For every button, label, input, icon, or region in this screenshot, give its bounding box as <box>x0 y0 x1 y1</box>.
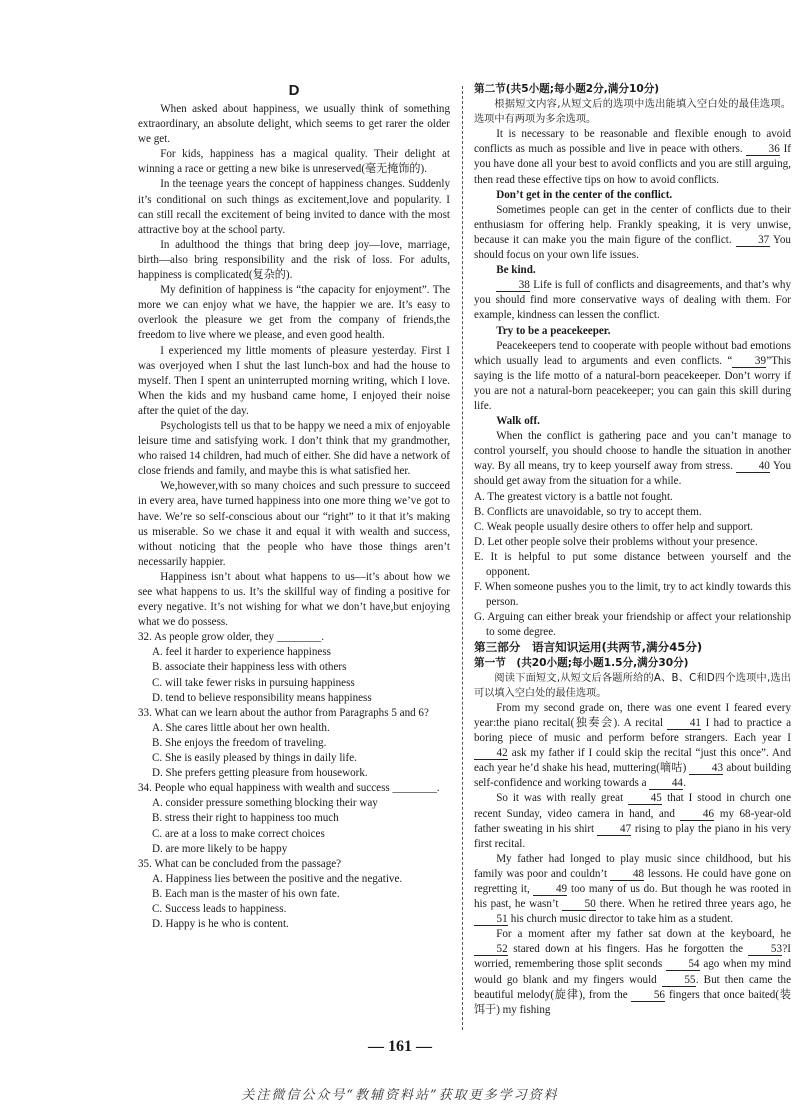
answer-option[interactable]: C. Success leads to happiness. <box>152 902 287 915</box>
cloze-text: . <box>683 777 687 790</box>
cloze-text: From my second grade on, there was one event I feared every year:the piano recital(独奏会). A recital <box>474 701 791 729</box>
blank-55[interactable]: 55 <box>662 974 696 987</box>
section1-heading: 第一节 (共20小题;每小题1.5分,满分30分) <box>474 656 689 669</box>
cloze-text: there. When he retired three years ago, he <box>596 898 791 911</box>
cloze-text: My father had longed to play music since childhood, but his family was poor and couldn’t <box>474 852 791 880</box>
passage-paragraph: In the teenage years the concept of happiness changes. Suddenly it’s conditional on such things as excitement,love and popularity. I can still recall the excitement of being invited to dance with the most attractive boy at the school party. <box>138 178 450 236</box>
blank-47[interactable]: 47 <box>597 823 631 836</box>
answer-option[interactable]: B. associate their happiness less with others <box>152 661 347 674</box>
cloze-text: stared down at his fingers. Has he forgotten the <box>508 943 749 956</box>
cloze-text: ago when my mind would go blank and my fingers would <box>474 958 792 986</box>
section2-option[interactable]: G. Arguing can either break your friendship or affect your relationship to some degree. <box>474 611 791 639</box>
section2-instructions: 根据短文内容,从短文后的选项中选出能填入空白处的最佳选项。选项中有两项为多余选项。 <box>474 99 791 126</box>
answer-option[interactable]: B. stress their right to happiness too much <box>152 812 339 825</box>
cloze-text: rising to play the piano in his very first recital. <box>474 822 791 850</box>
section2-option[interactable]: D. Let other people solve their problems without your presence. <box>474 535 758 548</box>
section2-heading: 第二节(共5小题;每小题2分,满分10分) <box>474 83 660 95</box>
section1-instructions: 阅读下面短文,从短文后各题所给的A、B、C和D四个选项中,选出可以填入空白处的最佳选项。 <box>474 672 791 699</box>
section2-option[interactable]: A. The greatest victory is a battle not fought. <box>474 490 673 503</box>
cloze-text: too many of us do. But though he was rooted in his past, he wasn’t <box>474 882 792 911</box>
cloze-text: my 68-year-old father sweating in his shirt <box>474 807 791 835</box>
question-stem: 34. People who equal happiness with wealth and success ________. <box>138 782 440 795</box>
blank-40[interactable]: 40 <box>736 460 770 473</box>
tip-heading-1: Don’t get in the center of the conflict. <box>496 188 673 201</box>
passage-paragraph: When asked about happiness, we usually think of something extraordinary, an absolute delight, which seems to get rarer the older we get. <box>138 103 450 146</box>
answer-option[interactable]: C. will take fewer risks in pursuing happiness <box>152 676 355 689</box>
cloze-text: I had to practice a boring piece of music and perform before strangers. Each year I <box>474 716 791 745</box>
tip-paragraph-4: When the conflict is gathering pace and you can’t manage to control yourself, you should choose to handle the situation in another way. By all means, try to keep yourself away from stress. 40 You should get away from the situation for a while. <box>474 430 791 488</box>
footer-note: 关注微信公众号“教辅资料站”获取更多学习资料 <box>241 1088 559 1103</box>
passage-paragraph: We,however,with so many choices and such pressure to succeed in every area, have turned happiness into one more thing we’ve got to have. We’re so self-conscious about our “right” to it that it’s making us miserable. So we chase it and equal it with wealth and success, without noticing that the people who have those things aren’t necessarily happier. <box>138 480 450 568</box>
cloze-text: his church music director to take him as a student. <box>508 913 734 926</box>
cloze-text: ask my father if I could skip the recital “just this once”. And each year he’d shake his head, muttering(嘀咕) <box>474 747 791 775</box>
blank-43[interactable]: 43 <box>689 762 723 775</box>
blank-41[interactable]: 41 <box>667 717 701 730</box>
passage-d-text <box>138 102 450 630</box>
tip-heading-4: Walk off. <box>496 415 540 428</box>
blank-36[interactable]: 36 <box>746 143 780 156</box>
answer-option[interactable]: A. consider pressure something blocking their way <box>152 797 378 810</box>
section2-option[interactable]: C. Weak people usually desire others to offer help and support. <box>474 520 754 533</box>
passage-paragraph: Happiness isn’t about what happens to us—it’s about how we see what happens to us. It’s the skillful way of finding a positive for every negative. It’s not wishing for what we don’t have,but enjoying what we do possess. <box>138 570 450 629</box>
cloze-paragraph <box>474 701 791 792</box>
question-stem: 35. What can be concluded from the passage? <box>138 857 342 870</box>
column-divider <box>462 86 463 1030</box>
part3-heading: 第三部分 语言知识运用(共两节,满分45分) <box>474 640 703 655</box>
passage-paragraph: For kids, happiness has a magical quality. Their delight at winning a race or getting a new bike is unreserved(毫无掩饰的). <box>138 148 450 176</box>
cloze-text: For a moment after my father sat down at the keyboard, he <box>496 928 791 941</box>
cloze-text: So it was with really great <box>496 792 629 805</box>
right-column <box>474 82 791 1018</box>
tip-paragraph-2: 38 Life is full of conflicts and disagreements, and that’s why you should find more conservative ways of dealing with them. For example, kindness can lessen the conflict. <box>474 279 792 322</box>
cloze-paragraph <box>474 791 791 851</box>
answer-option[interactable]: A. Happiness lies between the positive and the negative. <box>152 872 403 885</box>
blank-56[interactable]: 56 <box>631 989 665 1002</box>
blank-50[interactable]: 50 <box>562 898 596 911</box>
question-stem: 33. What can we learn about the author from Paragraphs 5 and 6? <box>138 706 429 719</box>
blank-49[interactable]: 49 <box>533 883 567 896</box>
question-stem: 32. As people grow older, they ________. <box>138 631 324 644</box>
blank-44[interactable]: 44 <box>649 777 683 790</box>
answer-option[interactable]: A. She cares little about her own health. <box>152 721 330 734</box>
blank-48[interactable]: 48 <box>610 868 644 881</box>
cloze-paragraph <box>474 927 791 1018</box>
cloze-text: about building self-confidence and working towards a <box>474 762 791 790</box>
blank-45[interactable]: 45 <box>628 792 662 805</box>
cloze-text: ?I worried, remembering those split seconds <box>474 943 791 971</box>
passage-paragraph: I experienced my little moments of pleasure yesterday. First I was overjoyed when I shut the last lunch-box and had the house to myself. Then I spent an uninterrupted morning writing, which I love. When the kids and my husband came home, I enjoyed their noise after the quiet of the day. <box>138 344 450 417</box>
blank-51[interactable]: 51 <box>474 913 508 926</box>
cloze-passage <box>474 701 791 1018</box>
blank-46[interactable]: 46 <box>680 808 714 821</box>
tip-paragraph-3: Peacekeepers tend to cooperate with people without bad emotions which usually lead to arguments and even conflicts. “ 39”This saying is the life motto of a natural-born peacekeeper. Don’t worry if you are not a natural-born peacekeeper; you can gain this skill during life. <box>474 339 791 412</box>
answer-option[interactable]: D. are more likely to be happy <box>152 842 288 855</box>
answer-option[interactable]: B. Each man is the master of his own fate. <box>152 887 340 900</box>
answer-option[interactable]: D. tend to believe responsibility means happiness <box>152 691 372 704</box>
passage-paragraph: My definition of happiness is “the capacity for enjoyment”. The more we can enjoy what we have, the happier we are. It’s easy to overlook the pleasure we get from the company of friends,the freedom to live where we please, and even good health. <box>138 284 450 342</box>
cloze-text: that I stood in church one recent Sunday, video camera in hand, and <box>474 792 791 820</box>
cloze-paragraph <box>474 852 791 927</box>
tip-paragraph-1: Sometimes people can get in the center of conflicts due to their enthusiasm for offering help. Frankly speaking, it is very unwise, because it can make you the main figure of the conflict. 37 You should focus on your own life issues. <box>474 203 791 262</box>
tip-heading-3: Try to be a peacekeeper. <box>496 324 611 337</box>
cloze-text: lessons. He could have gone on regretting it, <box>474 867 791 895</box>
section2-option[interactable]: B. Conflicts are unavoidable, so try to accept them. <box>474 505 702 518</box>
question-list <box>138 630 450 932</box>
cloze-text: . But then came the beautiful melody(旋律), from the <box>474 973 792 1001</box>
answer-option[interactable]: C. are at a loss to make correct choices <box>152 827 325 840</box>
blank-39[interactable]: 39 <box>732 355 766 368</box>
passage-paragraph: In adulthood the things that bring deep joy—love, marriage, birth—also bring responsibility and the risk of loss. For adults, happiness is complicated(复杂的). <box>138 238 450 282</box>
cloze-text: fingers that once baited(装饵于) my fishing <box>474 988 791 1016</box>
passage-paragraph: Psychologists tell us that to be happy we need a mix of enjoyable leisure time and satisfying work. I don’t think that my grandmother, who raised 14 children, had much of either. She did have a network of close friends and family, and maybe this is what satisfied her. <box>138 419 450 478</box>
blank-53[interactable]: 53 <box>748 943 782 956</box>
answer-option[interactable]: D. She prefers getting pleasure from housework. <box>152 767 368 780</box>
blank-42[interactable]: 42 <box>474 747 508 760</box>
page-number: — 161 — <box>368 1038 432 1055</box>
intro-paragraph: It is necessary to be reasonable and flexible enough to avoid conflicts as much as possible and live in peace with others. 36 If you have done all your best to avoid conflicts and you are still arguing, then read these effective tips on how to avoid conflicts. <box>474 128 791 186</box>
passage-letter: D <box>288 82 300 99</box>
left-column <box>138 82 450 932</box>
blank-54[interactable]: 54 <box>666 958 700 971</box>
blank-38[interactable]: 38 <box>496 279 530 292</box>
tip-heading-2: Be kind. <box>496 264 536 277</box>
blank-52[interactable]: 52 <box>474 943 508 956</box>
answer-option[interactable]: D. Happy is he who is content. <box>152 918 289 931</box>
blank-37[interactable]: 37 <box>736 234 770 247</box>
answer-option[interactable]: B. She enjoys the freedom of traveling. <box>152 736 327 749</box>
answer-option[interactable]: A. feel it harder to experience happiness <box>152 646 331 659</box>
section2-option[interactable]: E. It is helpful to put some distance between yourself and the opponent. <box>474 550 791 578</box>
answer-option[interactable]: C. She is easily pleased by things in daily life. <box>152 752 357 765</box>
section2-options <box>474 490 791 641</box>
section2-option[interactable]: F. When someone pushes you to the limit, try to act kindly towards this person. <box>474 581 791 609</box>
